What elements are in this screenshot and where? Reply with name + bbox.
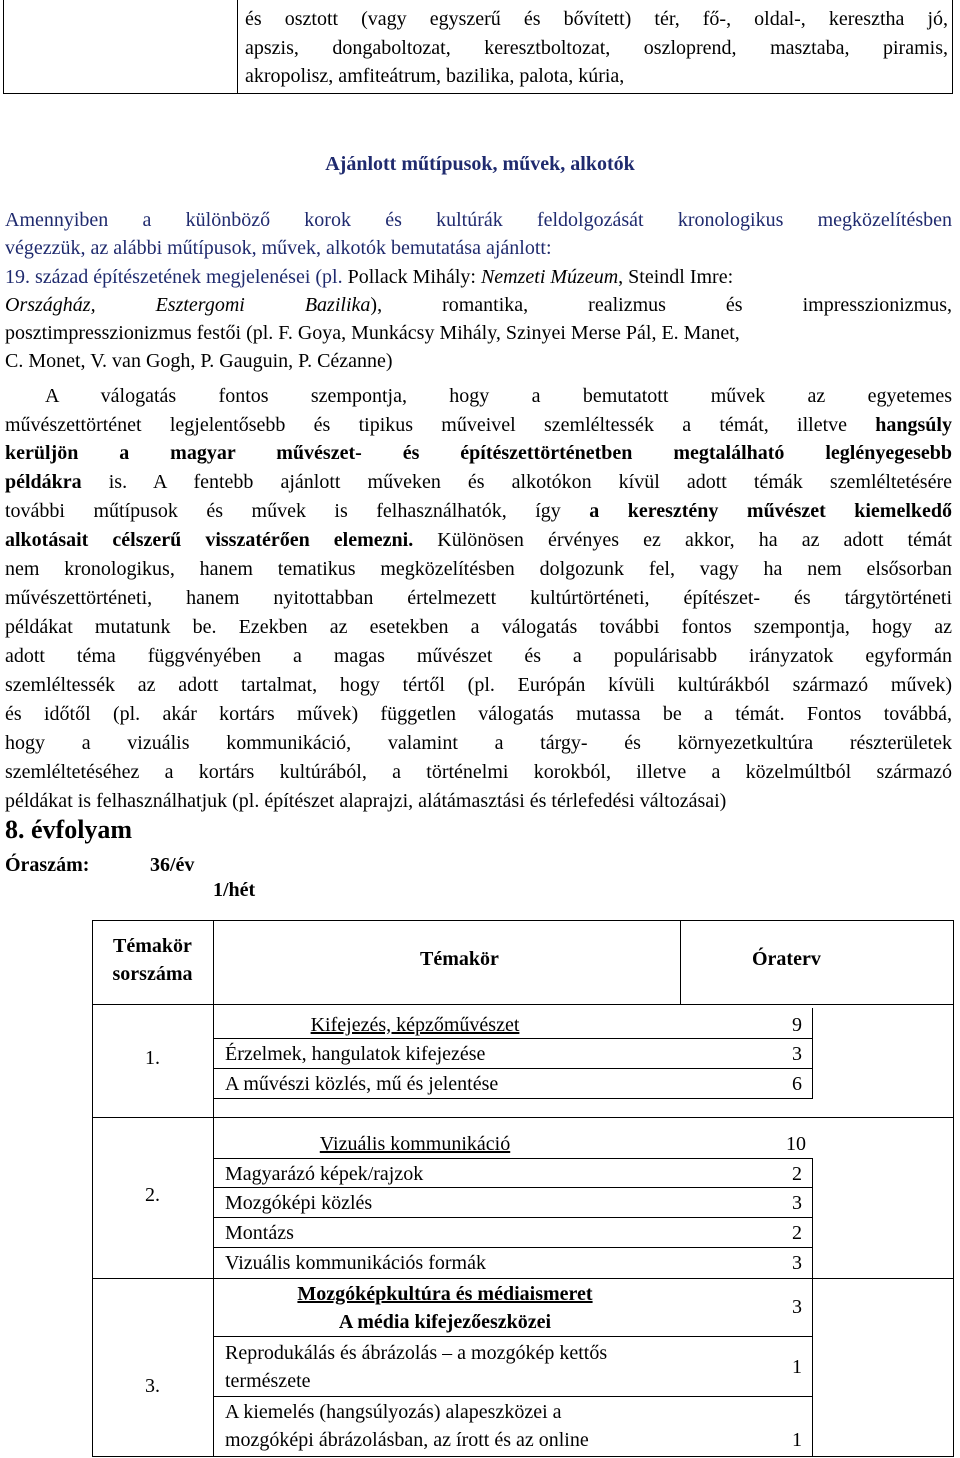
group2-row3-hours: 2: [792, 1222, 802, 1244]
group2-heading: Vizuális kommunikáció: [319, 1133, 511, 1155]
top-cell-line-2: apszis, dongaboltozat, keresztboltozat, oszloprend, masztaba, piramis,: [245, 37, 948, 59]
row-border: [213, 1336, 813, 1337]
intro-line-6: C. Monet, V. van Gogh, P. Gauguin, P. Cézanne): [5, 350, 393, 372]
group3-row1-hours: 1: [792, 1356, 802, 1378]
intro-line-3: 19. század építészetének megjelenései (pl. Pollack Mihály: Nemzeti Múzeum, Steindl Imre:: [5, 266, 734, 288]
group2-row2-hours: 3: [792, 1192, 802, 1214]
group2-row4-topic: Vizuális kommunikációs formák: [225, 1252, 486, 1274]
row-border: [213, 1158, 813, 1159]
hours-label: Óraszám:: [5, 854, 90, 876]
group1-row2-hours: 6: [792, 1073, 802, 1095]
section-heading: Ajánlott műtípusok, művek, alkotók: [325, 153, 635, 175]
group3-row2-hours: 1: [792, 1429, 802, 1451]
table-border-group1: [92, 1117, 954, 1118]
row-border: [213, 1217, 813, 1218]
row-border: [213, 1098, 813, 1099]
paragraph-line-15: példákat is felhasználhatjuk (pl. építészet alaprajzi, alátámasztási és térlefedési változásai): [5, 790, 727, 812]
paragraph-line-12: és időtől (pl. akár kortárs művek) független válogatás mutassa be a témát. Fontos továbbá,: [5, 703, 952, 725]
table-border-header: [92, 1004, 954, 1005]
paragraph-line-9: példákat mutatunk be. Ezekben az esetekben a válogatás további fontos szempontja, hogy az: [5, 616, 952, 638]
table-divider-header: [680, 920, 681, 1004]
group1-row1-topic: Érzelmek, hangulatok kifejezése: [225, 1043, 486, 1065]
group2-heading-hours: 10: [786, 1133, 806, 1155]
header-number-line-1: Témakör: [113, 935, 192, 957]
intro-line-4: Országház, Esztergomi Bazilika), romantika, realizmus és impresszionizmus,: [5, 294, 952, 316]
grade-title: 8. évfolyam: [5, 815, 133, 844]
column-divider: [237, 0, 238, 93]
paragraph-line-6: alkotásait célszerű visszatérően elemezni. Különösen érvényes ez akkor, ha az adott témát: [5, 529, 952, 551]
group2-row2-topic: Mozgóképi közlés: [225, 1192, 373, 1214]
group-number-1: 1.: [145, 1047, 160, 1069]
paragraph-line-10: adott téma függvényében a magas művészet és a populárisabb irányzatok egyformán: [5, 645, 952, 667]
group1-row2-topic: A művészi közlés, mű és jelentése: [225, 1073, 499, 1095]
group2-row4-hours: 3: [792, 1252, 802, 1274]
table-border-top: [92, 920, 954, 921]
group3-row2-topic-line-2: mozgóképi ábrázolásban, az írott és az online: [225, 1429, 589, 1451]
paragraph-line-1: A válogatás fontos szempontja, hogy a bemutatott művek az egyetemes: [45, 385, 952, 407]
group3-heading-line-2: A média kifejezőeszközei: [338, 1311, 552, 1333]
table-border-group2: [92, 1278, 954, 1279]
row-border: [213, 1396, 813, 1397]
group3-row1-topic-line-1: Reprodukálás és ábrázolás – a mozgókép kettős: [225, 1342, 608, 1364]
paragraph-line-7: nem kronologikus, hanem tematikus megközelítésben dolgozunk fel, vagy ha nem elsősorban: [5, 558, 952, 580]
paragraph-line-11: szemléltessék az adott tartalmat, hogy tértől (pl. Európán kívüli kultúrákból származó művek): [5, 674, 952, 696]
paragraph-line-13: hogy a vizuális kommunikáció, valamint a tárgy- és környezetkultúra részterületek: [5, 732, 952, 754]
top-cell-line-3: akropolisz, amfiteátrum, bazilika, palota, kúria,: [245, 65, 625, 87]
row-border: [213, 1158, 214, 1278]
group1-heading-hours: 9: [792, 1014, 802, 1036]
intro-line-1: Amennyiben a különböző korok és kultúrák feldolgozását kronologikus megközelítésben: [5, 209, 952, 231]
group3-row1-topic-line-2: természete: [225, 1370, 311, 1392]
group3-heading-hours: 3: [792, 1296, 802, 1318]
group2-row3-topic: Montázs: [225, 1222, 294, 1244]
group1-row1-hours: 3: [792, 1043, 802, 1065]
header-topic: Témakör: [420, 948, 499, 970]
group1-heading: Kifejezés, képzőművészet: [310, 1014, 520, 1036]
top-cell-line-1: és osztott (vagy egyszerű és bővített) tér, fő-, oldal-, keresztha jó,: [245, 8, 948, 30]
paragraph-line-3: kerüljön a magyar művészet- és építészettörténetben megtalálható leglényegesebb: [5, 442, 952, 464]
row-border: [213, 1038, 813, 1039]
table-border-bottom: [92, 1456, 954, 1457]
hours-per-week: 1/hét: [213, 879, 256, 901]
paragraph-line-5: további műtípusok és művek is felhasználhatók, így a keresztény művészet kiemelkedő: [5, 500, 953, 522]
group2-row1-topic: Magyarázó képek/rajzok: [225, 1163, 424, 1185]
group2-row1-hours: 2: [792, 1163, 802, 1185]
row-border: [812, 1008, 813, 1098]
paragraph-line-14: szemléltetéséhez a kortárs kultúrából, a történelmi korokból, illetve a közelmúltból származó: [5, 761, 952, 783]
intro-line-5: posztimpresszionizmus festői (pl. F. Goya, Munkácsy Mihály, Szinyei Merse Pál, E. Manet,: [5, 322, 740, 344]
row-border: [213, 1247, 813, 1248]
paragraph-line-8: művészettörténeti, hanem nyitottabban értelmezett kultúrtörténeti, építészet- és tárgytörténeti: [5, 587, 952, 609]
row-border: [213, 1187, 813, 1188]
hours-per-year: 36/év: [150, 854, 195, 876]
row-border: [812, 1278, 813, 1456]
table-border-right: [953, 920, 954, 1457]
intro-line-2: végezzük, az alábbi műtípusok, művek, alkotók bemutatása ajánlott:: [5, 237, 552, 259]
row-border: [213, 1068, 813, 1069]
group3-row2-topic-line-1: A kiemelés (hangsúlyozás) alapeszközei a: [225, 1401, 562, 1423]
paragraph-line-4: példákra is. A fentebb ajánlott műveken és alkotókon kívül adott témák szemléltetésére: [5, 471, 952, 493]
header-number-line-2: sorszáma: [112, 963, 193, 985]
row-border: [213, 1008, 214, 1098]
group-number-3: 3.: [145, 1375, 160, 1397]
row-border: [812, 1158, 813, 1278]
group-number-2: 2.: [145, 1184, 160, 1206]
header-hours: Óraterv: [752, 948, 821, 970]
paragraph-line-2: művészettörténet legjelentősebb és tipikus műveivel szemléltessék a témát, illetve hangsúly: [5, 414, 952, 436]
group3-heading-line-1: Mozgóképkultúra és médiaismeret: [297, 1283, 593, 1305]
